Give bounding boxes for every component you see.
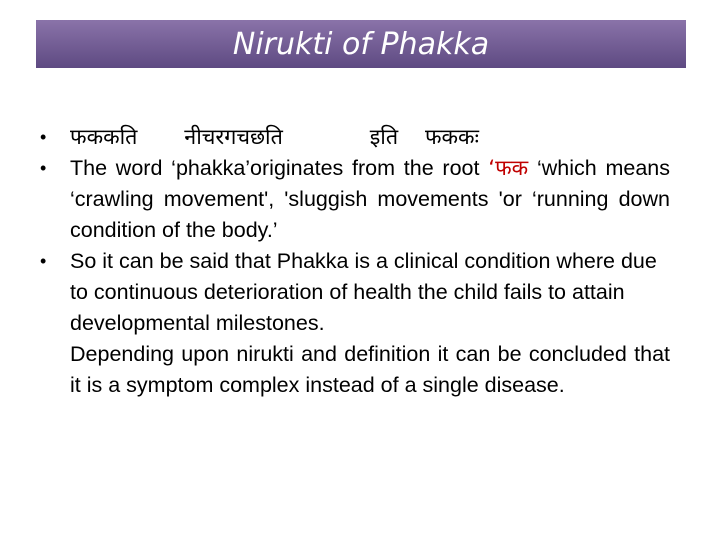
origin-prefix: The word ‘phakka’originates from the root — [70, 156, 480, 180]
slide-title: Nirukti of Phakka — [232, 26, 490, 62]
bullet-origin — [40, 153, 670, 246]
bullet-dot-icon: • — [40, 251, 47, 271]
root-word: ‘फक — [488, 156, 529, 181]
bullet-dot-icon: • — [40, 158, 47, 178]
bullet-sanskrit — [40, 122, 670, 153]
sanskrit-word: नीचरगचछति — [184, 125, 283, 150]
origin-suffix: ‘which means ‘crawling movement', 'sluggish movements 'or ‘running down condition of the body.’ — [70, 156, 670, 242]
bullet-clinical — [40, 246, 670, 339]
conclusion-text: Depending upon nirukti and definition it can be concluded that it is a symptom complex instead of a single disease. — [70, 342, 670, 397]
title-banner — [36, 20, 686, 68]
sanskrit-word: फककः — [424, 125, 479, 150]
slide-body — [40, 122, 670, 401]
sanskrit-word: इति — [369, 125, 399, 150]
sanskrit-word: फककति — [70, 125, 138, 150]
bullet-dot-icon: • — [40, 127, 47, 147]
clinical-text: So it can be said that Phakka is a clinical condition where due to continuous deterioration of health the child fails to attain developmental milestones. — [70, 249, 657, 335]
